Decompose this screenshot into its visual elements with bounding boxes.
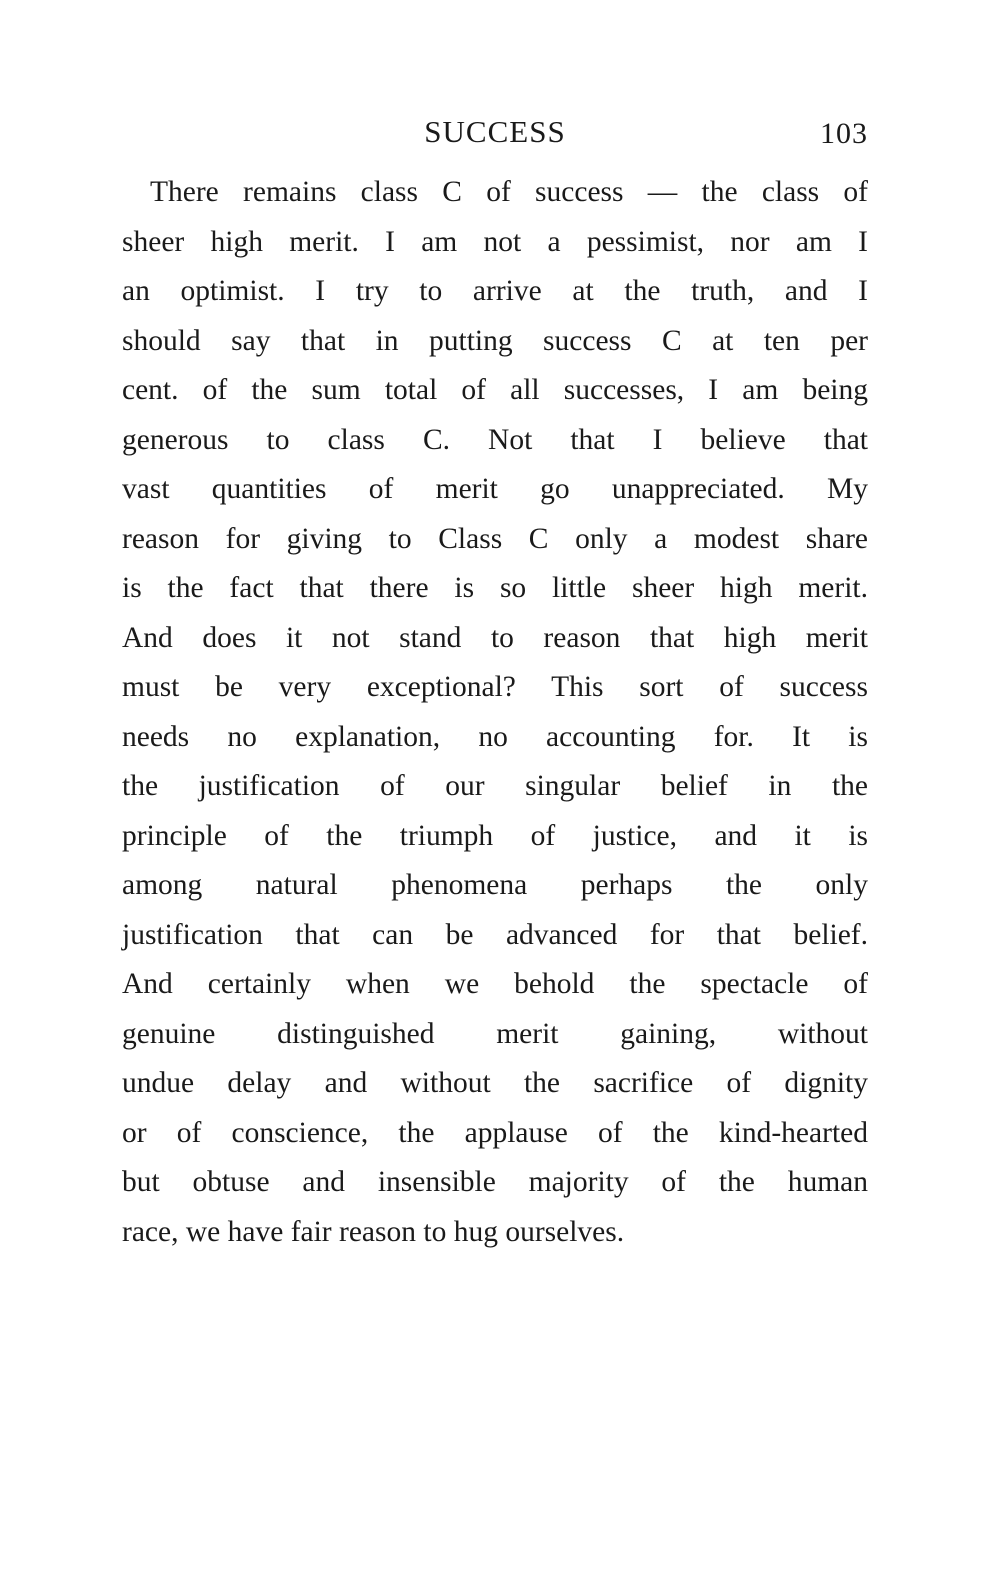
- text-line: sheer high merit. I am not a pessimist, nor am I: [122, 225, 868, 258]
- text-line: And does it not stand to reason that high merit: [122, 621, 868, 654]
- text-line: undue delay and without the sacrifice of dignity: [122, 1067, 868, 1099]
- text-line: reason for giving to Class C only a modest share: [122, 522, 868, 555]
- text-line: cent. of the sum total of all successes, I am being: [122, 374, 868, 406]
- text-line: generous to class C. Not that I believe that: [122, 423, 868, 456]
- text-line: genuine distinguished merit gaining, without: [122, 1017, 868, 1050]
- text-line: or of conscience, the applause of the kind-hearted: [122, 1116, 868, 1149]
- text-line: There remains class C of success — the class of: [150, 176, 868, 208]
- text-line: the justification of our singular belief in the: [122, 770, 868, 802]
- page-number: 103: [820, 117, 868, 150]
- text-line: should say that in putting success C at ten per: [122, 324, 868, 357]
- text-line: vast quantities of merit go unappreciated. My: [122, 473, 868, 505]
- text-line: but obtuse and insensible majority of the human: [122, 1166, 868, 1198]
- body-text: [122, 168, 868, 1257]
- running-head: [122, 110, 868, 154]
- text-line: And certainly when we behold the spectacle of: [122, 968, 868, 1000]
- text-line: principle of the triumph of justice, and it is: [122, 819, 868, 852]
- text-line: among natural phenomena perhaps the only: [122, 869, 868, 901]
- text-line: needs no explanation, no accounting for. It is: [122, 720, 868, 753]
- text-line: race, we have fair reason to hug ourselves.: [122, 1215, 625, 1248]
- text-line: justification that can be advanced for that belief.: [122, 918, 868, 951]
- text-line: is the fact that there is so little sheer high merit.: [122, 572, 868, 604]
- text-line: must be very exceptional? This sort of success: [122, 671, 868, 703]
- text-line: an optimist. I try to arrive at the truth, and I: [122, 275, 868, 307]
- running-title: SUCCESS: [424, 114, 566, 149]
